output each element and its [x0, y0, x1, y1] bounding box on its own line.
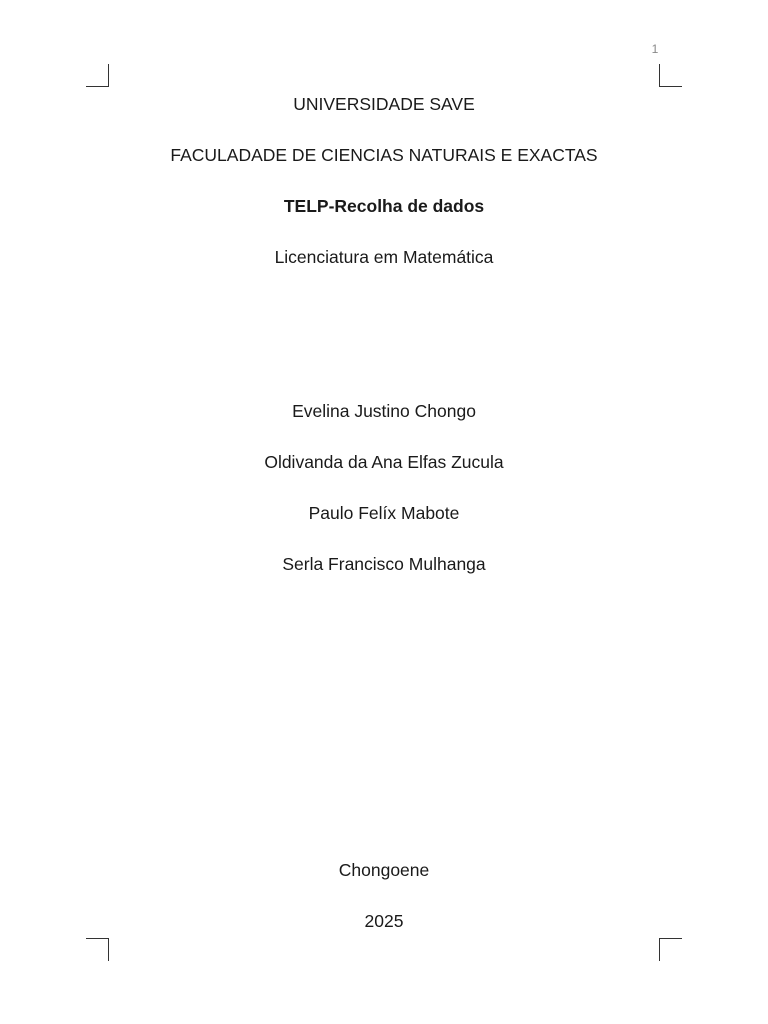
university-name: UNIVERSIDADE SAVE: [293, 94, 475, 114]
page-number: 1: [651, 42, 659, 56]
crop-mark-bottom-left: [86, 938, 109, 961]
city: Chongoene: [338, 860, 430, 880]
author-2: Oldivanda da Ana Elfas Zucula: [264, 452, 504, 472]
crop-mark-top-left: [86, 64, 109, 87]
author-3: Paulo Felíx Mabote: [308, 503, 460, 523]
year: 2025: [364, 911, 404, 931]
course-name: Licenciatura em Matemática: [274, 247, 494, 267]
faculty-name: FACULADADE DE CIENCIAS NATURAIS E EXACTAS: [170, 145, 598, 165]
subject-title: TELP-Recolha de dados: [283, 196, 485, 216]
crop-mark-top-right: [659, 64, 682, 87]
author-4: Serla Francisco Mulhanga: [282, 554, 486, 574]
crop-mark-bottom-right: [659, 938, 682, 961]
author-1: Evelina Justino Chongo: [292, 401, 476, 421]
